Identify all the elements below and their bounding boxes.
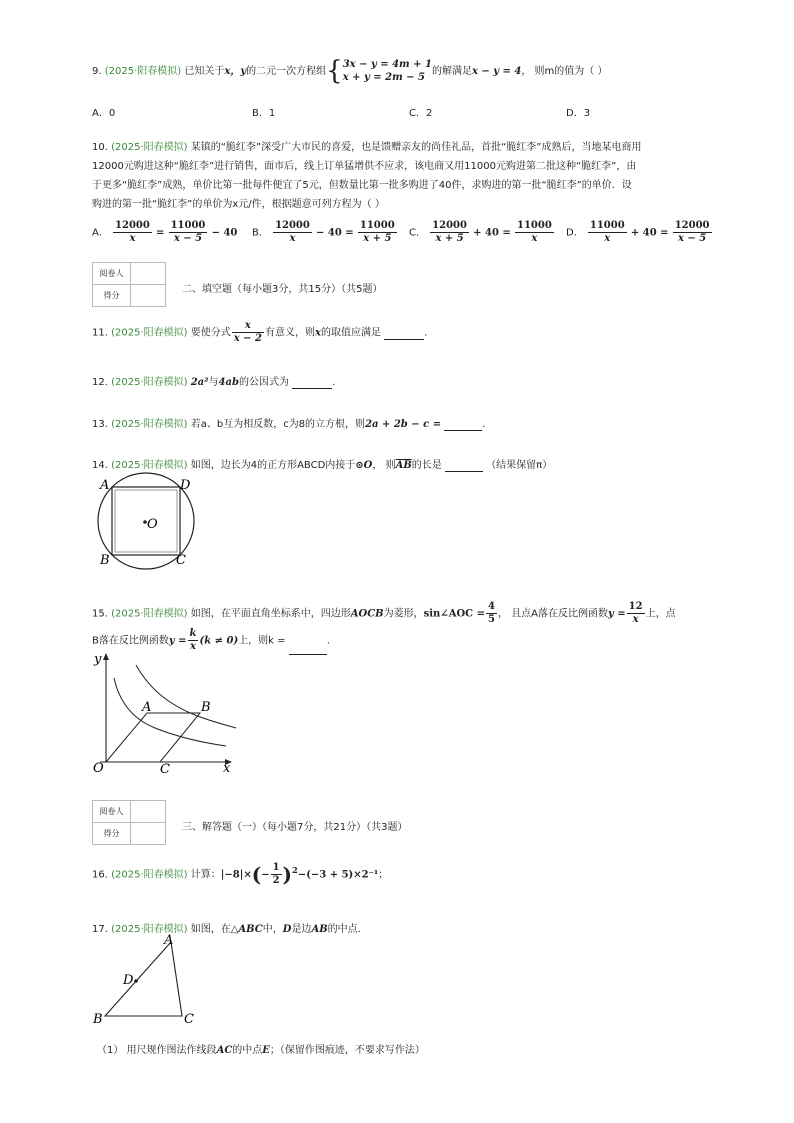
period: . bbox=[332, 377, 336, 388]
math-expr: 2a + 2b − c = bbox=[365, 419, 442, 430]
section-heading: 三、解答题（一）（每小题7分，共21分）（共3题） bbox=[182, 822, 408, 833]
question-text: 12000元购进这种“脆红李”进行销售，面市后，线上订单猛增供不应求，该电商又用11000元购进第二批这种“脆红李”，由 bbox=[92, 161, 637, 172]
denominator: x bbox=[632, 614, 639, 625]
option-b[interactable] bbox=[252, 220, 398, 245]
question-text: 用尺规作图法作线段 bbox=[126, 1045, 217, 1056]
point-d bbox=[134, 979, 138, 983]
answer-blank[interactable] bbox=[384, 328, 424, 340]
math-expr: −(−3 + 5)×2⁻¹ bbox=[297, 869, 379, 881]
answer-blank[interactable] bbox=[445, 460, 483, 472]
math-var: AC bbox=[216, 1045, 233, 1056]
question-number: 11. bbox=[92, 327, 108, 339]
denominator: x bbox=[190, 640, 196, 652]
denominator: x − 5 bbox=[677, 233, 707, 244]
question-text: 于更多“脆红李”成熟，单价比第一批每件便宜了5元，但数量比第一批多购进了40件，求购进的第一批“脆红李”的单价．设 bbox=[92, 180, 632, 191]
question-text: 的中点. bbox=[327, 924, 361, 935]
numerator: 12000 bbox=[674, 220, 710, 231]
denominator: x bbox=[531, 233, 538, 244]
question-text: ， 则m的值为（ ） bbox=[521, 66, 608, 77]
question-number: 9. bbox=[92, 66, 102, 77]
numerator: 11000 bbox=[359, 220, 395, 231]
numerator: 11000 bbox=[589, 220, 625, 231]
question-number: 15. bbox=[92, 608, 108, 620]
question-text: B落在反比例函数 bbox=[92, 635, 169, 646]
question-text: 计算： bbox=[190, 869, 221, 881]
equation-1: 3x − y = 4m + 1 bbox=[342, 59, 432, 70]
question-text: 要使分式 bbox=[190, 327, 231, 339]
question-10 bbox=[92, 138, 641, 214]
reviewer-cell[interactable] bbox=[131, 263, 166, 285]
source-tag: (2025·阳春模拟) bbox=[111, 608, 188, 620]
option-b[interactable]: B．1 bbox=[252, 108, 276, 119]
reviewer-label: 阅卷人 bbox=[93, 263, 131, 285]
denominator: x + 5 bbox=[435, 233, 464, 244]
numerator: 12000 bbox=[115, 220, 150, 231]
right-paren: ) bbox=[282, 862, 293, 887]
question-number: 12. bbox=[92, 377, 108, 388]
label-o: O bbox=[93, 761, 104, 775]
exponent: 2 bbox=[292, 865, 298, 876]
question-text: 是边 bbox=[291, 924, 312, 935]
score-label: 得分 bbox=[93, 285, 131, 307]
label-x: x bbox=[223, 761, 231, 775]
label-o: O bbox=[147, 517, 158, 532]
option-d[interactable] bbox=[566, 220, 713, 245]
label-c: C bbox=[160, 762, 170, 775]
source-tag: (2025·阳春模拟) bbox=[111, 419, 188, 430]
period: . bbox=[326, 635, 330, 646]
question-text: 的二元一次方程组 bbox=[246, 66, 327, 77]
denominator: x bbox=[129, 233, 136, 244]
y-axis-arrow bbox=[103, 653, 109, 660]
part-number: （1） bbox=[97, 1045, 124, 1056]
option-label: C． bbox=[409, 227, 426, 239]
answer-blank[interactable] bbox=[292, 377, 332, 389]
question-text: 的解满足 bbox=[431, 66, 472, 77]
question-text: ； bbox=[378, 869, 389, 881]
math-var: D bbox=[282, 924, 292, 935]
circle-square-figure bbox=[90, 472, 210, 572]
option-c[interactable] bbox=[409, 220, 555, 245]
operator: = bbox=[156, 227, 165, 239]
operator: − 40 bbox=[211, 227, 238, 239]
label-b: B bbox=[100, 553, 110, 568]
minus-sign: − bbox=[261, 869, 270, 881]
numerator: 4 bbox=[487, 601, 495, 612]
triangle-abc-figure bbox=[90, 932, 210, 1027]
period: . bbox=[424, 327, 428, 339]
score-label: 得分 bbox=[93, 823, 131, 845]
label-a: A bbox=[142, 700, 152, 715]
triangle-abc bbox=[105, 942, 182, 1016]
operator: + 40 = bbox=[630, 227, 669, 239]
answer-blank[interactable] bbox=[289, 628, 327, 655]
option-label: B． bbox=[252, 227, 269, 239]
label-a: A bbox=[164, 933, 174, 948]
question-16 bbox=[92, 862, 388, 887]
option-d[interactable]: D．3 bbox=[566, 108, 591, 119]
score-box bbox=[92, 262, 166, 307]
math-expr: 2a² bbox=[190, 377, 209, 388]
numerator: 12000 bbox=[432, 220, 467, 231]
question-text: 中， bbox=[262, 924, 283, 935]
question-text: （结果保留π） bbox=[486, 460, 553, 471]
question-number: 10. bbox=[92, 142, 108, 153]
denominator: x − 5 bbox=[173, 233, 203, 244]
math-condition: (k ≠ 0) bbox=[199, 635, 239, 646]
math-triangle: △ABC bbox=[230, 924, 263, 935]
score-cell[interactable] bbox=[131, 823, 166, 845]
math-expr: y = bbox=[607, 608, 626, 620]
question-15 bbox=[92, 601, 676, 655]
source-tag: (2025·阳春模拟) bbox=[111, 377, 188, 388]
numerator: 12000 bbox=[275, 220, 310, 231]
math-var: E bbox=[262, 1045, 270, 1056]
question-14 bbox=[92, 456, 552, 472]
denominator: x bbox=[604, 233, 611, 244]
question-11 bbox=[92, 320, 427, 345]
denominator: x bbox=[289, 233, 296, 244]
label-d: D bbox=[180, 478, 191, 493]
section-heading: 二、填空题（每小题3分，共15分）（共5题） bbox=[182, 284, 383, 295]
math-expr: 4ab bbox=[218, 377, 239, 388]
question-text: 与 bbox=[208, 377, 219, 388]
score-cell[interactable] bbox=[131, 285, 166, 307]
system-brace: { bbox=[326, 56, 343, 86]
question-12 bbox=[92, 373, 335, 389]
question-text: ；（保留作图痕迹，不要求写作法） bbox=[269, 1045, 425, 1056]
label-c: C bbox=[176, 553, 186, 568]
label-b: B bbox=[201, 700, 211, 715]
numerator: 11000 bbox=[170, 220, 206, 231]
numerator: 1 bbox=[272, 862, 280, 873]
rhombus-aocb bbox=[106, 713, 200, 762]
score-box bbox=[92, 800, 166, 845]
denominator: 5 bbox=[487, 614, 495, 625]
math-var: x bbox=[314, 327, 321, 339]
question-9 bbox=[92, 58, 607, 84]
numerator: x bbox=[232, 320, 264, 333]
option-a[interactable]: A．0 bbox=[92, 108, 116, 119]
label-y: y bbox=[94, 652, 102, 667]
question-text: 某镇的“脆红李”深受广大市民的喜爱，也是馈赠亲友的尚佳礼品，首批“脆红李”成熟后，当地某电商用 bbox=[190, 142, 642, 153]
denominator: 2 bbox=[272, 875, 280, 886]
question-text: 若a、b互为相反数，c为8的立方根，则 bbox=[190, 419, 366, 430]
curve-y-k-over-x bbox=[136, 665, 236, 728]
left-paren: ( bbox=[251, 862, 262, 887]
question-text: ， 则 bbox=[372, 460, 396, 471]
option-a[interactable] bbox=[92, 220, 237, 245]
option-c[interactable]: C．2 bbox=[409, 108, 433, 119]
question-text: 如图，在 bbox=[190, 924, 231, 935]
label-a: A bbox=[100, 478, 110, 493]
equation-2: x + y = 2m − 5 bbox=[342, 72, 425, 83]
question-text: 如图，在平面直角坐标系中，四边形 bbox=[190, 608, 351, 620]
math-circle: ⊙O bbox=[355, 460, 373, 471]
operator: + 40 = bbox=[473, 227, 511, 239]
question-text: 的公因式为 bbox=[238, 377, 289, 388]
arc-ab: $\overline{AB}$ bbox=[395, 460, 412, 471]
operator: − 40 = bbox=[316, 227, 354, 239]
math-expr: y = bbox=[168, 635, 187, 646]
question-text: 上，则k = bbox=[238, 635, 286, 646]
numerator: 11000 bbox=[516, 220, 552, 231]
question-text: 如图，边长为4的正方形ABCD内接于 bbox=[190, 460, 356, 471]
question-number: 16. bbox=[92, 869, 108, 881]
coordinate-rhombus-figure bbox=[90, 650, 240, 775]
source-tag: (2025·阳春模拟) bbox=[104, 66, 182, 77]
equation-system bbox=[343, 58, 432, 84]
question-text: 的长是 bbox=[411, 460, 442, 471]
math-expr: sin∠AOC = bbox=[423, 608, 485, 620]
option-label: D． bbox=[566, 227, 584, 239]
source-tag: (2025·阳春模拟) bbox=[111, 460, 188, 471]
label-c: C bbox=[184, 1012, 194, 1027]
label-d: D bbox=[123, 973, 134, 988]
period: . bbox=[482, 419, 486, 430]
question-text: 购进的第一批“脆红李”的单价为x元/件，根据题意可列方程为（ ） bbox=[92, 199, 385, 210]
question-text: ， 且点A落在反比例函数 bbox=[497, 608, 608, 620]
label-b: B bbox=[93, 1012, 103, 1027]
numerator: k bbox=[189, 627, 197, 639]
answer-blank[interactable] bbox=[444, 419, 482, 431]
question-17-part-1 bbox=[97, 1041, 425, 1056]
math-shape: AOCB bbox=[350, 608, 384, 620]
source-tag: (2025·阳春模拟) bbox=[111, 924, 188, 935]
option-label: A． bbox=[92, 227, 109, 239]
math-var: AB bbox=[311, 924, 328, 935]
reviewer-cell[interactable] bbox=[131, 801, 166, 823]
question-text: 上，点 bbox=[645, 608, 676, 620]
question-text: 为菱形， bbox=[383, 608, 424, 620]
reviewer-label: 阅卷人 bbox=[93, 801, 131, 823]
question-text: 已知关于 bbox=[184, 66, 225, 77]
question-text: 有意义，则 bbox=[264, 327, 315, 339]
source-tag: (2025·阳春模拟) bbox=[111, 869, 188, 881]
question-text: 的中点 bbox=[232, 1045, 263, 1056]
math-condition: x − y = 4 bbox=[471, 66, 522, 77]
question-13 bbox=[92, 415, 485, 431]
numerator: 12 bbox=[628, 601, 643, 612]
denominator: x + 5 bbox=[363, 233, 392, 244]
question-number: 17. bbox=[92, 924, 108, 935]
question-number: 13. bbox=[92, 419, 108, 430]
question-number: 14. bbox=[92, 460, 108, 471]
question-text: 的取值应满足 bbox=[320, 327, 381, 339]
denominator: x − 2 bbox=[233, 333, 262, 344]
source-tag: (2025·阳春模拟) bbox=[111, 142, 188, 153]
math-expr: |−8|× bbox=[220, 869, 252, 881]
source-tag: (2025·阳春模拟) bbox=[111, 327, 188, 339]
math-vars: x，y bbox=[224, 66, 247, 77]
